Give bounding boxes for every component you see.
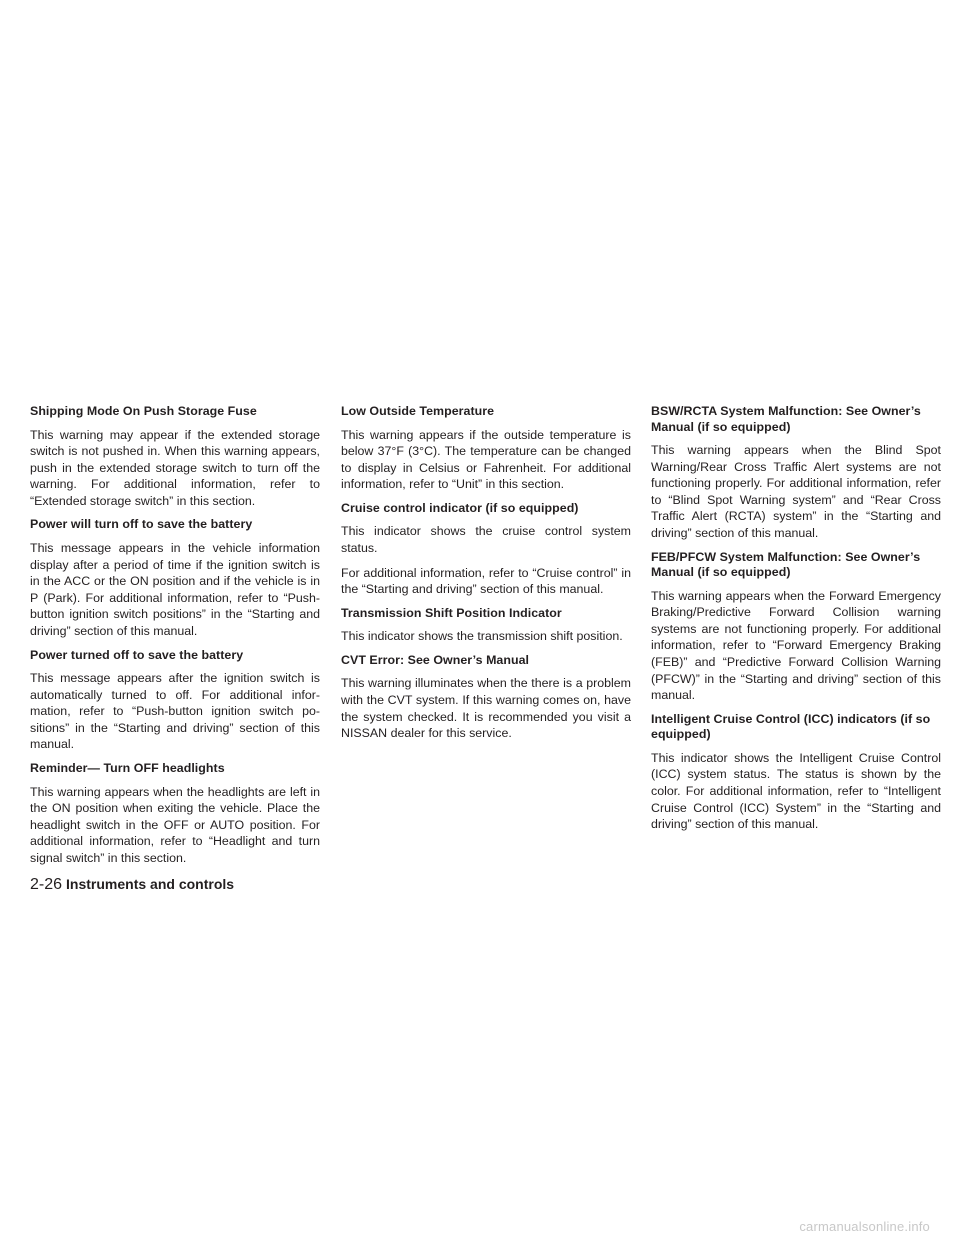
section-heading: Power turned off to save the battery <box>30 647 244 662</box>
page-number: 2-26 <box>30 876 63 893</box>
section-heading: CVT Error: See Owner’s Manual <box>341 652 530 667</box>
body-paragraph: This indicator shows the cruise control system status. <box>341 524 631 555</box>
section-heading: Cruise control indicator (if so equipped) <box>341 500 579 515</box>
body-paragraph: This warning appears when the headlights are left in the ON position when exiting the vehicle. Place the headlight switch in the OFF or AUTO position. For additional information, refer to “Headlight and turn signal switch” in this section. <box>30 784 320 865</box>
text-column-1 <box>30 404 320 874</box>
section-heading: Intelligent Cruise Control (ICC) indicators (if so equipped) <box>651 711 931 742</box>
body-paragraph: This message appears in the vehicle information display after a period of time if the ignition switch is in the ACC or the ON position and if the vehicle is in P (Park). For additional information, refer to “Push-button ignition switch positions” in the “Starting and driving” section of this manual. <box>30 540 320 638</box>
section-heading: Transmission Shift Position Indicator <box>341 605 562 620</box>
body-paragraph: This warning appears if the outside temperature is below 37°F (3°C). The temperature can be changed to display in Celsius or Fahrenheit. For additional information, refer to “Unit” in this section. <box>341 427 631 492</box>
body-paragraph: This indicator shows the transmission shift position. <box>341 629 623 644</box>
body-paragraph: This warning may appear if the extended storage switch is not pushed in. When this warning appears, push in the extended storage switch to turn off the warning. For additional information, refer to “Extended storage switch” in this section. <box>30 427 320 508</box>
body-paragraph: For additional information, refer to “Cruise control” in the “Starting and driving” section of this manual. <box>341 565 631 597</box>
body-paragraph: This warning illuminates when the there is a problem with the CVT system. If this warning comes on, have the system checked. It is recommended you visit a NISSAN dealer for this service. <box>341 676 631 741</box>
watermark-text: carmanualsonline.info <box>799 1219 930 1234</box>
section-heading: Shipping Mode On Push Storage Fuse <box>30 404 257 418</box>
text-column-3 <box>651 404 941 841</box>
section-heading: Power will turn off to save the battery <box>30 517 253 532</box>
section-heading: Low Outside Temperature <box>341 404 495 418</box>
section-heading: FEB/PFCW System Malfunction: See Owner’s Manual (if so equipped) <box>651 549 921 580</box>
section-heading: BSW/RCTA System Malfunction: See Owner’s Manual (if so equipped) <box>651 404 921 434</box>
text-column-2 <box>341 404 631 750</box>
section-title: Instruments and controls <box>66 876 235 892</box>
body-paragraph: This warning appears when the Blind Spot Warning/Rear Cross Traffic Alert systems are not functioning properly. For additional information, refer to “Blind Spot Warning system” and “Rear Cross Traffic Alert (RCTA) system” in the “Starting and driving” section of this manual. <box>651 443 941 540</box>
page-footer <box>30 876 234 894</box>
body-paragraph: This indicator shows the Intelligent Cruise Control (ICC) system status. The status is shown by the color. For additional information, refer to “Intelligent Cruise Control (ICC) System” in the “Starting and driving” section of this manual. <box>651 750 941 832</box>
body-paragraph: This message appears after the ignition switch is automatically turned to off. For additional information, refer to “Push-button ignition switch positions” in the “Starting and driving” section of this manual. <box>30 671 320 752</box>
body-paragraph: This warning appears when the Forward Emergency Braking/Predictive Forward Collision warning systems are not functioning properly. For additional information, refer to “Forward Emergency Braking (FEB)” and “Predictive Forward Collision Warning (PFCW)” in the “Starting and driving” section of this manual. <box>651 588 941 703</box>
section-heading: Reminder— Turn OFF headlights <box>30 761 225 775</box>
